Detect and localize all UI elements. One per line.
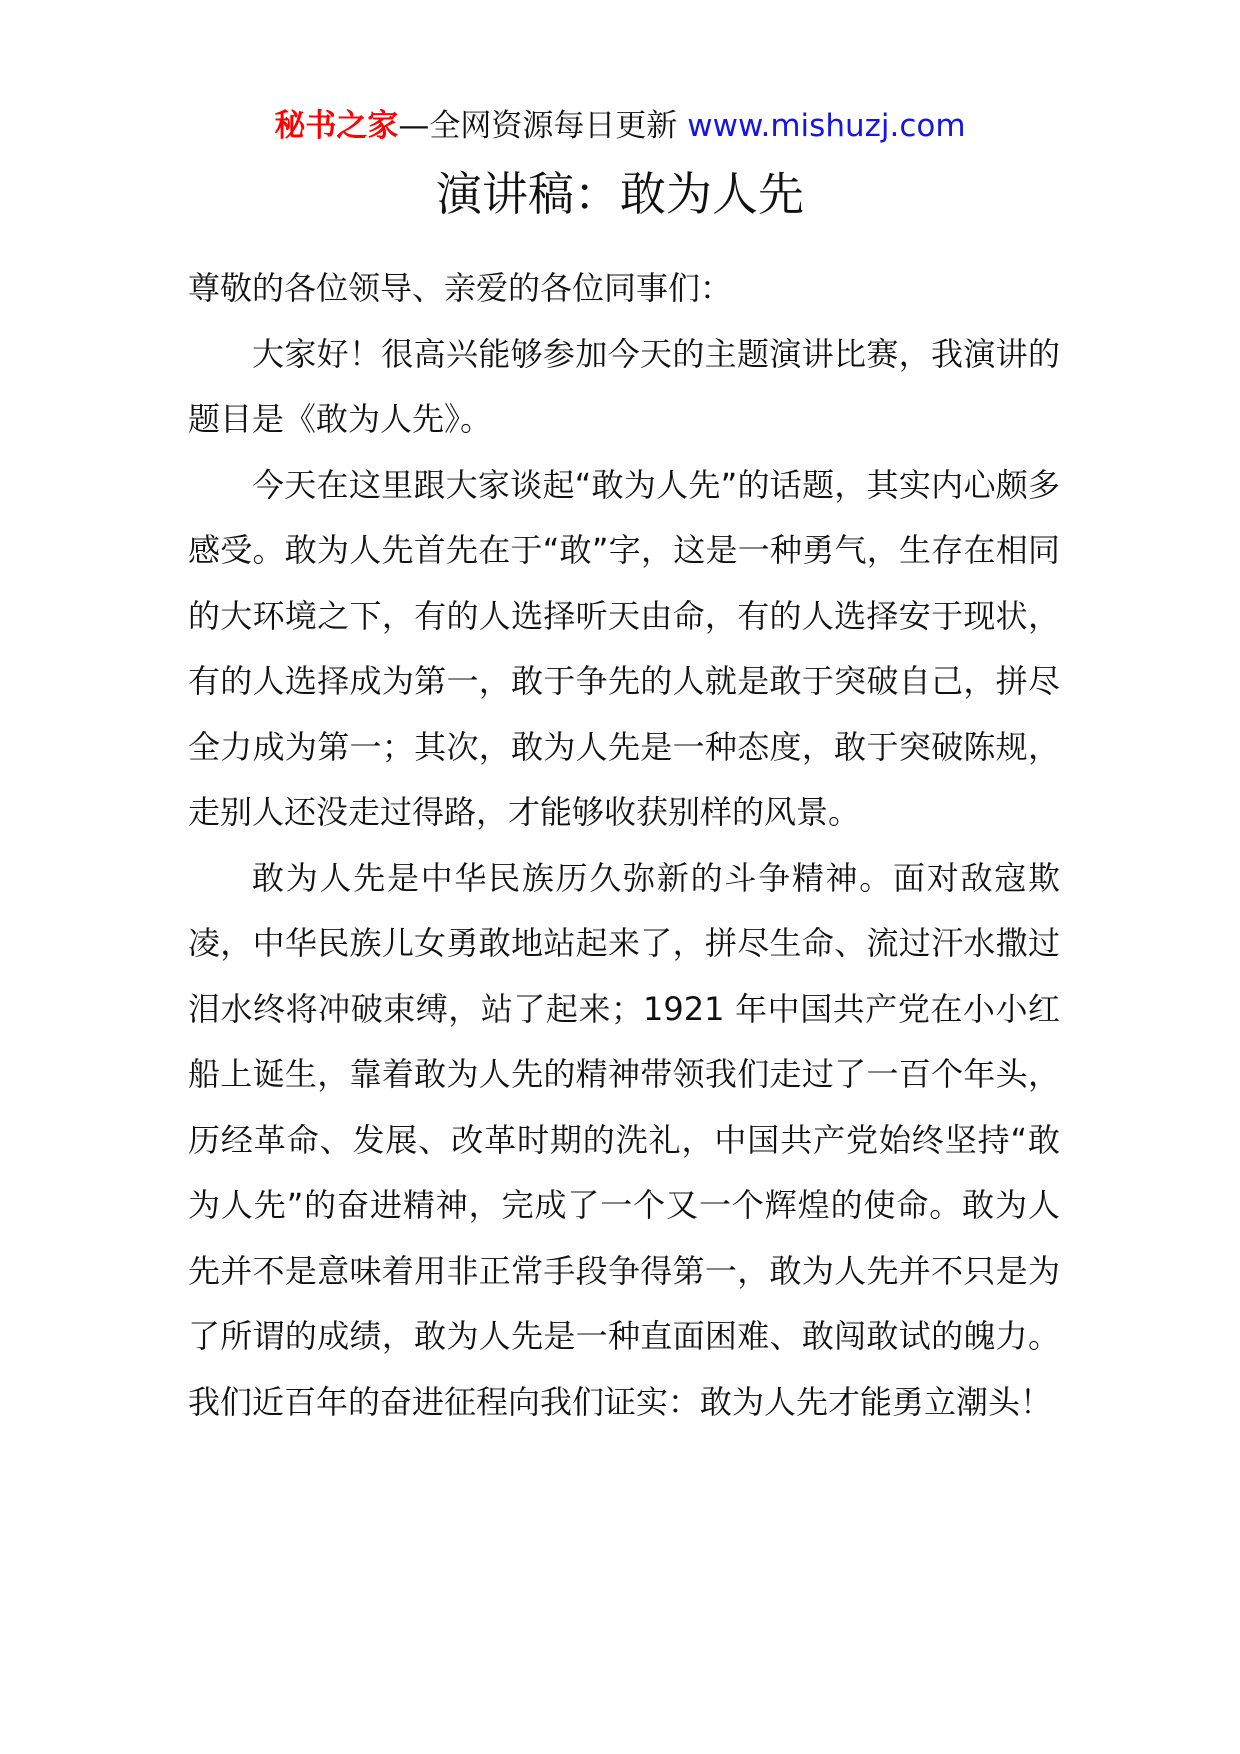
paragraph-2: 今天在这里跟大家谈起“敢为人先”的话题，其实内心颇多感受。敢为人先首先在于“敢”字，这是一种勇气，生存在相同的大环境之下，有的人选择听天由命，有的人选择安于现状，有的人选择成为第一，敢于争先的人就是敢于突破自己，拼尽全力成为第一；其次，敢为人先是一种态度，敢于突破陈规，走别人还没走过得路，才能够收获别样的风景。	[188, 465, 1060, 831]
header-tagline: —全网资源每日更新	[398, 108, 678, 144]
paragraph-1: 大家好！很高兴能够参加今天的主题演讲比赛，我演讲的题目是《敢为人先》。	[188, 334, 1060, 438]
document-title: 演讲稿：敢为人先	[436, 167, 804, 221]
brand-name: 秘书之家	[274, 108, 399, 144]
site-url-link[interactable]: www.mishuzj.com	[687, 108, 966, 144]
site-header	[0, 104, 1240, 148]
document-body	[188, 256, 1060, 1435]
greeting-paragraph: 尊敬的各位领导、亲爱的各位同事们：	[188, 269, 733, 307]
paragraph-3: 敢为人先是中华民族历久弥新的斗争精神。面对敌寇欺凌，中华民族儿女勇敢地站起来了，拼尽生命、流过汗水撒过泪水终将冲破束缚，站了起来；1921 年中国共产党在小小红船上诞生，靠着敢为人先的精神带领我们走过了一百个年头，历经革命、发展、改革时期的洗礼，中国共产党始终坚持“敢为人先”的奋进精神，完成了一个又一个辉煌的使命。敢为人先并不是意味着用非正常手段争得第一，敢为人先并不只是为了所谓的成绩，敢为人先是一种直面困难、敢闯敢试的魄力。我们近百年的奋进征程向我们证实：敢为人先才能勇立潮头！	[188, 858, 1060, 1421]
